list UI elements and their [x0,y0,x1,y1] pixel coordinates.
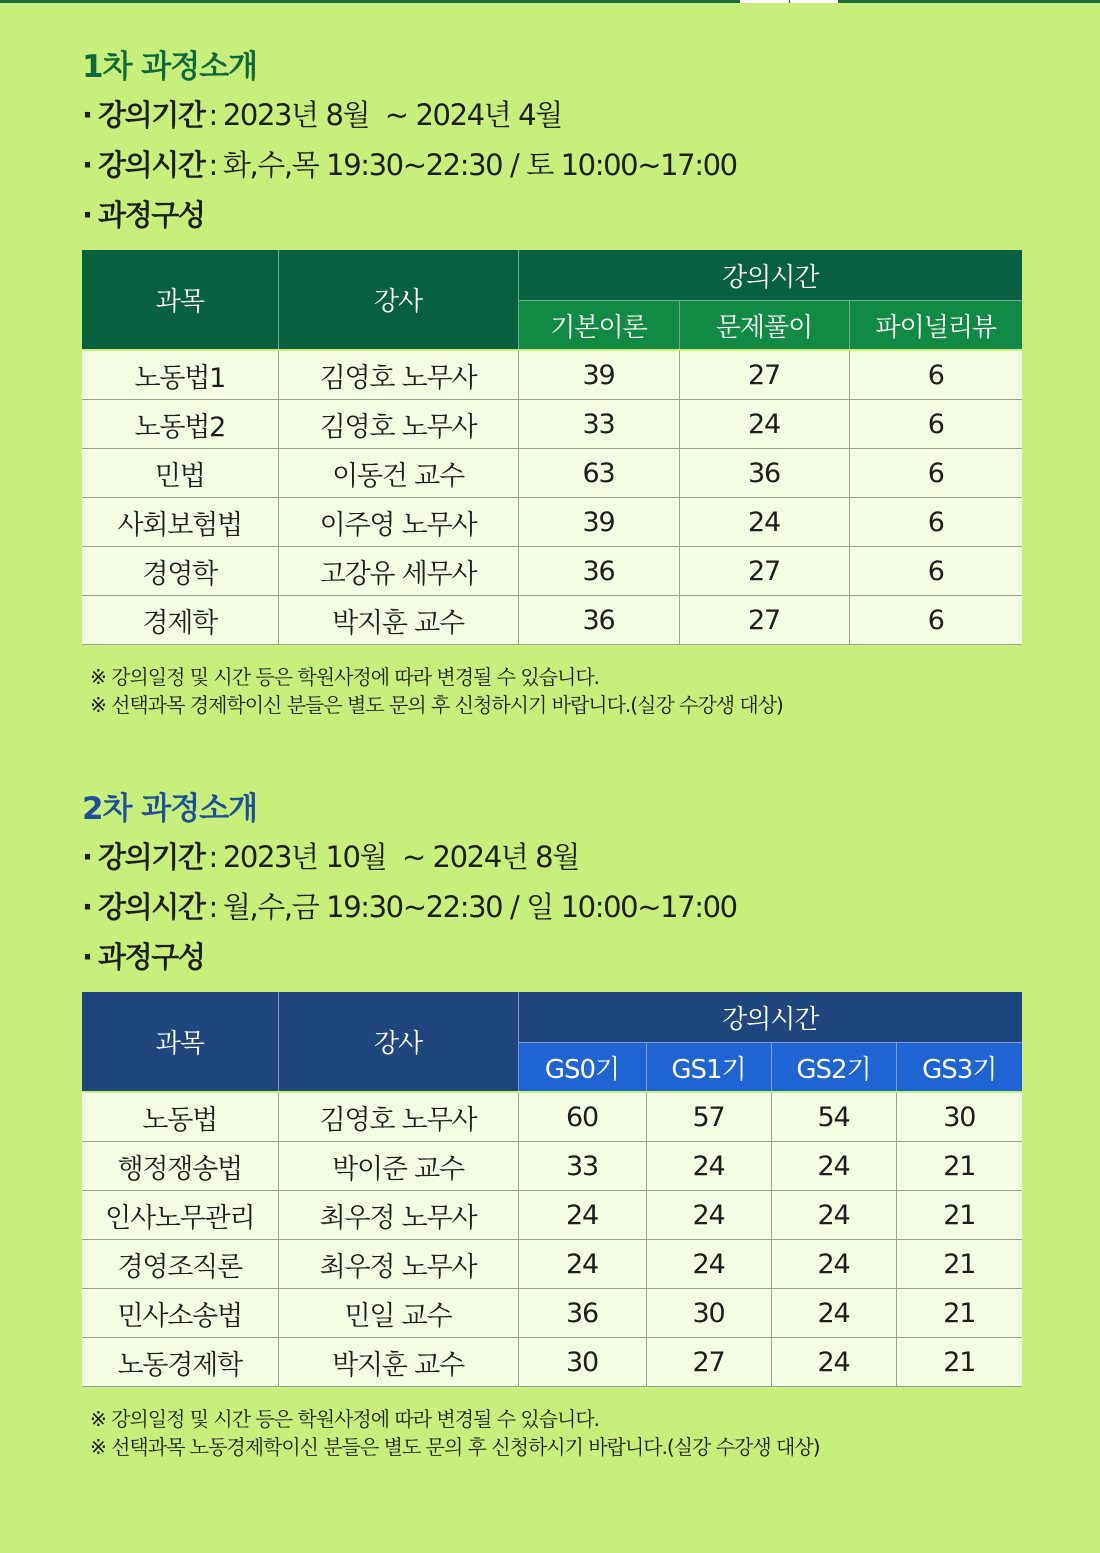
cell-subject: 경영조직론 [82,1240,278,1289]
cell-hours: 24 [771,1191,896,1240]
cell-subject: 노동경제학 [82,1338,278,1387]
table-row [82,1093,1022,1142]
header-subject: 과목 [82,250,278,349]
lecture-period-line: · 강의기간 : 2023년 8월 ~ 2024년 4월 [82,98,562,132]
table-row [82,1338,1022,1387]
cell-lecturer: 박이준 교수 [278,1142,518,1191]
cell-hours: 27 [679,596,849,645]
header-lecturer: 강사 [278,992,518,1091]
cell-hours: 21 [896,1191,1022,1240]
cell-lecturer: 최우정 노무사 [278,1240,518,1289]
cell-hours: 36 [518,596,679,645]
cell-hours: 33 [518,1142,646,1191]
header-sub-col: GS1기 [646,1043,771,1092]
composition-label: 과정구성 [98,198,205,232]
cell-hours: 36 [518,1289,646,1338]
cell-subject: 노동법1 [82,351,278,400]
lecture-time-label: 강의시간 [98,148,205,182]
cell-subject: 민사소송법 [82,1289,278,1338]
cell-hours: 6 [849,547,1022,596]
lecture-period-label: 강의기간 [98,98,205,132]
header-sub-col: 기본이론 [518,301,679,350]
cell-hours: 24 [646,1191,771,1240]
cell-subject: 경영학 [82,547,278,596]
lecture-period-line: · 강의기간 : 2023년 10월 ~ 2024년 8월 [82,840,579,874]
cell-hours: 6 [849,449,1022,498]
cell-lecturer: 박지훈 교수 [278,596,518,645]
cell-lecturer: 이주영 노무사 [278,498,518,547]
top-accent-bar [0,0,1100,3]
table-row [82,400,1022,449]
cell-lecturer: 박지훈 교수 [278,1338,518,1387]
composition-line: · 과정구성 [82,940,205,974]
cell-hours: 54 [771,1093,896,1142]
note-line: ※ 강의일정 및 시간 등은 학원사정에 따라 변경될 수 있습니다. [90,665,600,689]
cell-hours: 63 [518,449,679,498]
course-table [82,992,1022,1387]
cell-hours: 24 [771,1240,896,1289]
top-tab-indicator [740,0,838,3]
cell-hours: 27 [679,547,849,596]
cell-hours: 24 [679,498,849,547]
lecture-period-value: 2023년 8월 ~ 2024년 4월 [222,98,562,132]
table-row [82,1240,1022,1289]
cell-hours: 21 [896,1142,1022,1191]
cell-hours: 36 [518,547,679,596]
cell-hours: 21 [896,1338,1022,1387]
note-line: ※ 선택과목 노동경제학이신 분들은 별도 문의 후 신청하시기 바랍니다.(실강 수강생 대상) [90,1435,820,1459]
cell-hours: 24 [518,1191,646,1240]
table-row [82,1191,1022,1240]
cell-subject: 사회보험법 [82,498,278,547]
header-lecture-hours: 강의시간 [518,250,1022,301]
cell-hours: 24 [679,400,849,449]
table-row [82,351,1022,400]
lecture-time-label: 강의시간 [98,890,205,924]
cell-subject: 인사노무관리 [82,1191,278,1240]
cell-hours: 6 [849,400,1022,449]
cell-hours: 30 [646,1289,771,1338]
header-lecturer: 강사 [278,250,518,349]
header-sub-col: GS2기 [771,1043,896,1092]
section-title: 1차 과정소개 [82,49,258,85]
cell-hours: 39 [518,498,679,547]
header-sub-col: GS0기 [518,1043,646,1092]
cell-hours: 57 [646,1093,771,1142]
table-row [82,547,1022,596]
cell-hours: 21 [896,1240,1022,1289]
cell-lecturer: 김영호 노무사 [278,351,518,400]
lecture-period-value: 2023년 10월 ~ 2024년 8월 [222,840,579,874]
lecture-time-value: 월,수,금 19:30~22:30 / 일 10:00~17:00 [222,890,737,924]
cell-subject: 행정쟁송법 [82,1142,278,1191]
cell-lecturer: 민일 교수 [278,1289,518,1338]
composition-label: 과정구성 [98,940,205,974]
cell-lecturer: 최우정 노무사 [278,1191,518,1240]
cell-hours: 6 [849,498,1022,547]
note-line: ※ 강의일정 및 시간 등은 학원사정에 따라 변경될 수 있습니다. [90,1407,600,1431]
header-sub-col: 파이널리뷰 [849,301,1022,350]
table-row [82,449,1022,498]
course-section-1 [82,44,1022,719]
cell-hours: 24 [771,1338,896,1387]
cell-hours: 27 [646,1338,771,1387]
cell-hours: 30 [518,1338,646,1387]
lecture-time-line: · 강의시간 : 월,수,금 19:30~22:30 / 일 10:00~17:00 [82,890,737,924]
notes [90,1405,1022,1461]
table-row [82,596,1022,645]
cell-hours: 30 [896,1093,1022,1142]
cell-hours: 24 [646,1240,771,1289]
cell-hours: 21 [896,1289,1022,1338]
cell-subject: 노동법2 [82,400,278,449]
cell-hours: 6 [849,596,1022,645]
cell-lecturer: 김영호 노무사 [278,1093,518,1142]
cell-subject: 경제학 [82,596,278,645]
cell-hours: 24 [771,1289,896,1338]
cell-hours: 39 [518,351,679,400]
cell-subject: 노동법 [82,1093,278,1142]
table-row [82,498,1022,547]
header-sub-col: 문제풀이 [679,301,849,350]
course-table [82,250,1022,645]
cell-hours: 24 [646,1142,771,1191]
header-subject: 과목 [82,992,278,1091]
composition-line: · 과정구성 [82,198,205,232]
cell-hours: 24 [771,1142,896,1191]
cell-hours: 6 [849,351,1022,400]
header-sub-col: GS3기 [896,1043,1022,1092]
cell-lecturer: 김영호 노무사 [278,400,518,449]
cell-hours: 60 [518,1093,646,1142]
cell-lecturer: 고강유 세무사 [278,547,518,596]
cell-lecturer: 이동건 교수 [278,449,518,498]
cell-subject: 민법 [82,449,278,498]
cell-hours: 24 [518,1240,646,1289]
note-line: ※ 선택과목 경제학이신 분들은 별도 문의 후 신청하시기 바랍니다.(실강 수강생 대상) [90,693,783,717]
cell-hours: 33 [518,400,679,449]
notes [90,663,1022,719]
lecture-time-value: 화,수,목 19:30~22:30 / 토 10:00~17:00 [222,148,737,182]
table-row [82,1142,1022,1191]
lecture-time-line: · 강의시간 : 화,수,목 19:30~22:30 / 토 10:00~17:00 [82,148,737,182]
course-section-2 [82,786,1022,1461]
cell-hours: 27 [679,351,849,400]
lecture-period-label: 강의기간 [98,840,205,874]
table-row [82,1289,1022,1338]
cell-hours: 36 [679,449,849,498]
section-title: 2차 과정소개 [82,791,258,827]
header-lecture-hours: 강의시간 [518,992,1022,1043]
